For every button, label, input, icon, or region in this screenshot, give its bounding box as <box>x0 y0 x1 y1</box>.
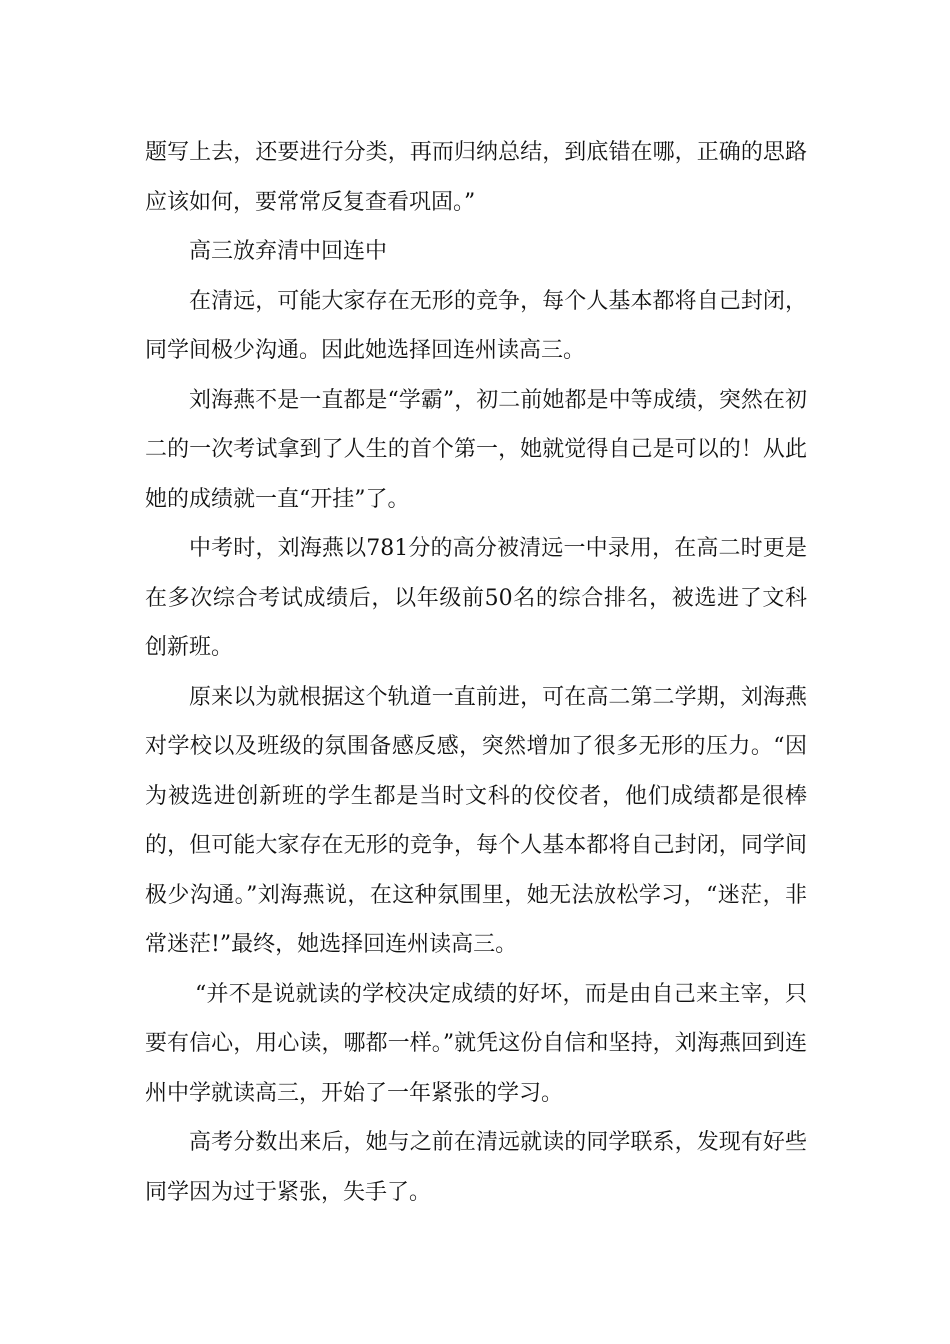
paragraph: 中考时，刘海燕以781分的高分被清远一中录用，在高二时更是在多次综合考试成绩后，以年级前50名的综合排名，被选进了文科创新班。 <box>145 536 807 660</box>
paragraph: 原来以为就根据这个轨道一直前进，可在高二第二学期，刘海燕对学校以及班级的氛围备感反感，突然增加了很多无形的压力。“因为被选进创新班的学生都是当时文科的佼佼者，他们成绩都是很棒的，但可能大家存在无形的竞争，每个人基本都将自己封闭，同学间极少沟通。”刘海燕说，在这种氛围里，她无法放松学习，“迷茫，非常迷茫!”最终，她选择回连州读高三。 <box>145 684 807 957</box>
paragraph-continuation: 题写上去，还要进行分类，再而归纳总结，到底错在哪，正确的思路应该如何，要常常反复查看巩固。” <box>145 140 807 215</box>
section-heading: 高三放弃清中回连中 <box>189 239 388 264</box>
paragraph: 高考分数出来后，她与之前在清远就读的同学联系，发现有好些同学因为过于紧张，失手了。 <box>145 1130 807 1205</box>
paragraph: 在清远，可能大家存在无形的竞争，每个人基本都将自己封闭，同学间极少沟通。因此她选择回连州读高三。 <box>145 288 807 363</box>
paragraph: 刘海燕不是一直都是“学霸”，初二前她都是中等成绩，突然在初二的一次考试拿到了人生的首个第一，她就觉得自己是可以的！从此她的成绩就一直“开挂”了。 <box>145 387 807 512</box>
paragraph: “并不是说就读的学校决定成绩的好坏，而是由自己来主宰，只要有信心，用心读，哪都一样。”就凭这份自信和坚持，刘海燕回到连州中学就读高三，开始了一年紧张的学习。 <box>145 981 807 1106</box>
document-body <box>145 128 807 1217</box>
